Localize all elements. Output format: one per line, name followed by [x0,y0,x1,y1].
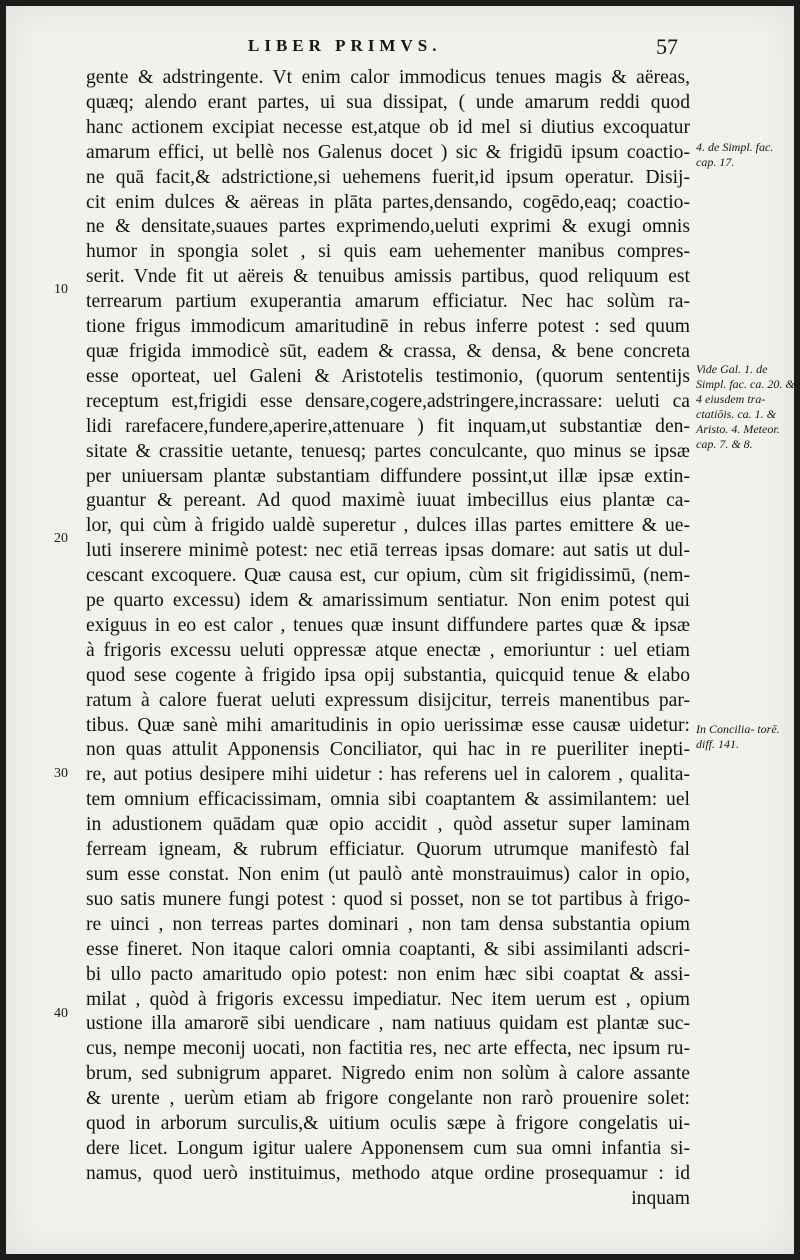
text-line: brum, sed subnigrum apparet. Nigredo enim non solùm à calore assante [86,1063,690,1085]
text-line: serit. Vnde fit ut aëreis & tenuibus amissis partibus, quod reliquum est [86,266,690,288]
text-line: milat , quòd à frigoris excessu impediatur. Nec item uerum est , opium [86,988,690,1010]
margin-note-simpl: 4. de Simpl. fac. cap. 17. [696,140,774,169]
text-line: per uniuersam plantæ substantiam diffundere possint,ut illæ ipsæ extin- [86,465,690,487]
text-line: ustione illa amarorē sibi uendicare , nam natiuus quidam est plantæ suc- [86,1013,690,1035]
running-head [6,36,794,58]
text-line: tem omnium efficacissimam, omnia sibi coaptantem & assimilantem: uel [86,789,690,811]
line-number-30: 30 [54,766,68,781]
book-page [6,6,794,1254]
line-number-20: 20 [54,531,68,546]
main-text-block [86,66,690,1212]
text-line: guantur & pereant. Ad quod maximè iuuat imbecillus eius plantæ ca- [86,490,690,512]
margin-note-conciliatore: In Concilia- torē. diff. 141. [696,722,780,751]
bleed-through-mark [726,666,786,684]
margin-note-galen: Vide Gal. 1. de Simpl. fac. ca. 20. & 4 eiusdem tra- ctatiōis. ca. 1. & Aristo. 4. Meteor. cap. 7. & 8. [696,362,795,451]
text-line: lor, qui cùm à frigido ualdè superetur , dulces illas partes emittere & ue- [86,515,690,537]
text-line: quod sese cogente à frigido ipsa opij substantia, quicquid tenue & elabo [86,664,690,686]
text-line: bi ullo pacto amaritudo opio potest: non enim hæc sibi coaptat & assi- [86,963,690,985]
text-line: gente & adstringente. Vt enim calor immodicus tenues magis & aëreas, [86,67,690,88]
text-line: suo satis munere fungi potest : quod si posset, non se tot partibus à frigo- [86,888,690,910]
text-line: ne quā facit,& adstrictione,si uehemens fuerit,id ipsum operatur. Disij- [86,166,690,188]
text-line: cit enim dulces & aëreas in plāta partes,densando, cogēdo,eaq; coactio- [86,191,690,213]
line-number-40: 40 [54,1006,68,1021]
line-number-10: 10 [54,282,68,297]
text-line: esse oporteat, uel Galeni & Aristotelis testimonio, (quorum sententijs [86,365,690,387]
catchword-line: inquam [631,1187,690,1209]
page-number: 57 [656,34,678,59]
text-line: cescant excoquere. Quæ causa est, cur opium, cùm sit frigidissimū, (nem- [86,565,690,587]
text-line: pe quarto excessu) idem & amarissimum sentiatur. Non enim potest qui [86,590,690,612]
text-line: à frigoris excessu ueluti oppressæ atque enectæ , emoriuntur : uel etiam [86,639,690,661]
text-line: re, aut potius desipere mihi uidetur : has referens uel in calorem , qualita- [86,764,690,786]
text-line: terrearum partium exuperantia amarum efficiatur. Nec hac solùm ra- [86,291,690,313]
text-line: namus, quod uerò instituimus, methodo atque ordine prosequamur : id [86,1162,690,1184]
text-line: ferream igneam, & rubrum efficiatur. Quorum utrumque manifestò fal [86,839,690,861]
text-line: ne & densitate,suaues partes exprimendo,ueluti exprimi & exugi omnis [86,216,690,238]
text-line: exiguus in eo est calor , tenues quæ insunt diffundere partes quæ & ipsæ [86,614,690,636]
text-line: tione frigus immodicum amaritudinē in rebus inferre potest : sed quum [86,316,690,338]
text-line: esse fineret. Non itaque calori omnia coaptanti, & sibi assimilanti adscri- [86,938,690,960]
text-line: sum esse constat. Non enim (ut paulò antè monstrauimus) calor in opio, [86,864,690,885]
text-line: receptum est,frigidi esse densare,cogere,adstringere,incrassare: ueluti ca [86,390,690,412]
text-line: quæq; alendo erant partes, ui sua dissipat, ( unde amarum reddi quod [86,91,690,113]
text-line: in adustionem quādam quæ opio accidit , quòd assetur super laminam [86,814,690,836]
text-line: & urente , uerùm etiam ab frigore congelante non rarò prouenire solet: [86,1088,690,1110]
text-line: lidi rarefacere,fundere,aperire,attenuare ) fit inquam,ut substantiæ den- [86,415,690,437]
text-line: tibus. Quæ sanè mihi amaritudinis in opio uerissimæ esse causæ uidetur: [86,714,690,736]
text-line: luti inserere minimè potest: nec etiā terreas ipsas domare: aut satis ut dul- [86,540,690,562]
text-line: non quas attulit Apponensis Conciliator, qui hac in re pueriliter inepti- [86,739,690,761]
running-title: LIBER PRIMVS. [248,36,442,55]
text-line: quæ frigida immodicè sūt, eadem & crassa, & densa, & bene concreta [86,340,690,362]
text-line: amarum effici, ut bellè nos Galenus docet ) sic & frigidū ipsum coactio- [86,141,690,163]
text-line: re uinci , non terreas partes dominari , non tam densa substantia opium [86,913,690,935]
text-line: sitate & crassitie uetante, tenuesq; partes conculcante, quo minus se ipsæ [86,440,690,462]
text-line: dere licet. Longum igitur ualere Apponensem cum sua omni infantia si- [86,1137,690,1159]
text-line: quod in arborum surculis,& uitium oculis sæpe à frigore congelatis ui- [86,1113,690,1135]
bleed-through-mark [726,594,786,612]
bleed-through-mark [726,116,786,134]
text-line: ratum à calore fuerat ueluti expressum disijcitur, terreis manentibus par- [86,689,690,711]
text-line: humor in spongia solet , si quis eam uehementer manibus compres- [86,241,690,263]
text-line: cus, nempe meconij uocati, non factitia res, nec arte effecta, nec ipsum ru- [86,1038,690,1060]
text-line: hanc actionem excipiat necesse est,atque ob id mel si diutius excoquatur [86,116,690,138]
